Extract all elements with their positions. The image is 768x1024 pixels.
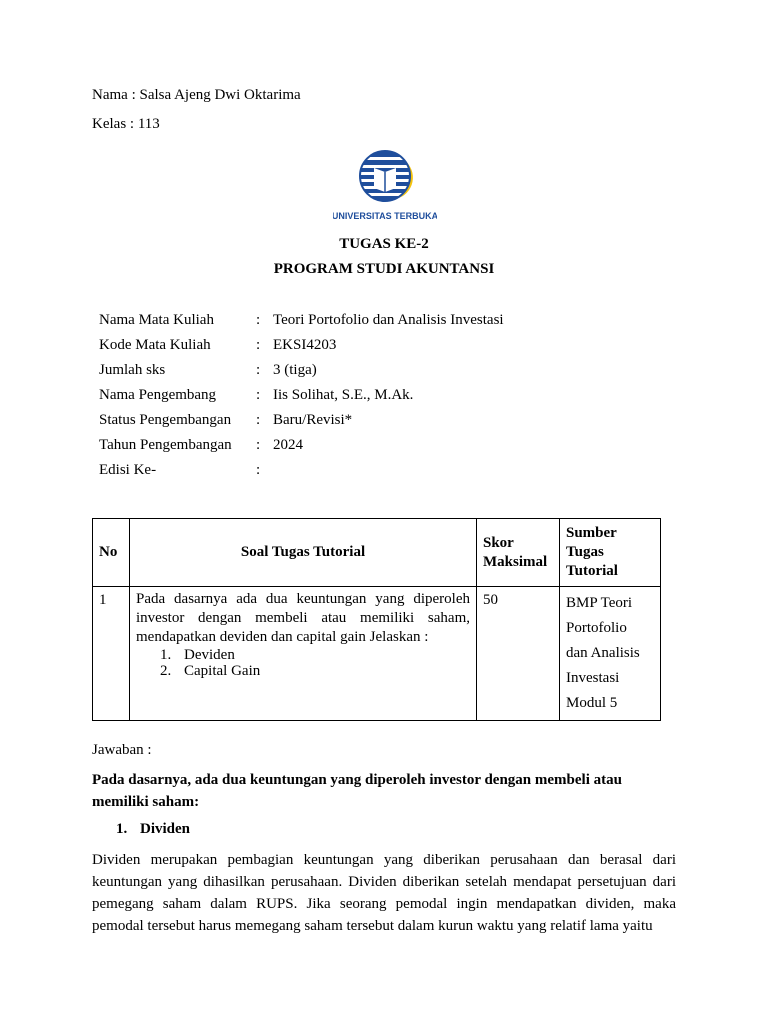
header-score-line: Skor: [483, 534, 514, 551]
header-question: Soal Tugas Tutorial: [130, 519, 477, 587]
list-item: [136, 663, 470, 679]
info-colon: :: [256, 437, 261, 453]
info-value: Teori Portofolio dan Analisis Investasi: [273, 312, 504, 328]
list-item: [136, 647, 470, 663]
source-line: Investasi: [566, 670, 620, 686]
info-label: Nama Mata Kuliah: [99, 312, 214, 328]
section-title: Dividen: [140, 821, 191, 837]
info-value: 3 (tiga): [273, 362, 317, 378]
program-title: PROGRAM STUDI AKUNTANSI: [273, 261, 495, 277]
table-row: [93, 587, 661, 721]
info-value: 2024: [273, 437, 303, 453]
header-score: [477, 519, 560, 587]
header-source-line: Tugas: [566, 544, 604, 560]
answer-intro: Pada dasarnya, ada dua keuntungan yang diperoleh investor dengan membeli atau memiliki saham:: [92, 772, 622, 810]
row-no: 1: [93, 587, 130, 721]
info-label: Tahun Pengembangan: [99, 437, 232, 453]
info-colon: :: [256, 312, 261, 328]
header-source: [560, 519, 661, 587]
question-text: Pada dasarnya ada dua keuntungan yang diperoleh investor dengan membeli atau memiliki saham, mendapatkan deviden dan capital gain Jelaskan :: [136, 591, 470, 645]
student-class: Kelas : 113: [92, 116, 160, 132]
row-source: [560, 587, 661, 721]
info-label: Status Pengembangan: [99, 412, 232, 428]
source-line: Portofolio: [566, 620, 627, 636]
university-emblem-icon: [333, 148, 437, 224]
logo-wordmark: UNIVERSITAS TERBUKA: [333, 211, 437, 221]
info-value: EKSI4203: [273, 337, 337, 353]
info-colon: :: [256, 462, 261, 478]
info-colon: :: [256, 337, 261, 353]
task-table: [92, 518, 661, 721]
source-line: dan Analisis: [566, 645, 640, 661]
info-label: Nama Pengembang: [99, 387, 217, 403]
list-text: Capital Gain: [184, 663, 261, 679]
answer-label: Jawaban :: [92, 742, 152, 758]
list-number: 1.: [160, 647, 172, 663]
row-score: 50: [477, 587, 560, 721]
info-label: Kode Mata Kuliah: [99, 337, 211, 353]
source-line: BMP Teori: [566, 595, 633, 611]
list-text: Deviden: [184, 647, 235, 663]
info-label: Edisi Ke-: [99, 462, 157, 478]
assignment-title: TUGAS KE-2: [339, 236, 429, 252]
row-question: [130, 587, 477, 721]
info-colon: :: [256, 387, 261, 403]
header-source-line: Sumber: [566, 525, 617, 541]
info-value: Baru/Revisi*: [273, 412, 353, 428]
info-value: Iis Solihat, S.E., M.Ak.: [273, 387, 414, 403]
info-colon: :: [256, 412, 261, 428]
header-source-line: Tutorial: [566, 563, 618, 579]
answer-paragraph: Dividen merupakan pembagian keuntungan yang diberikan perusahaan dan berasal dari keuntungan yang dihasilkan perusahaan. Dividen diberikan setelah mendapat persetujuan dari pemegang saham dalam RUPS. Jika seorang pemodal ingin mendapatkan dividen, maka pemodal tersebut harus memegang saham tersebut dalam kurun waktu yang relatif lama yaitu: [92, 852, 676, 934]
table-header-row: [93, 519, 661, 587]
header-score-line: Maksimal: [483, 553, 548, 570]
header-no: No: [93, 519, 130, 587]
universitas-terbuka-logo: [333, 148, 437, 224]
student-name: Nama : Salsa Ajeng Dwi Oktarima: [92, 87, 301, 103]
info-label: Jumlah sks: [99, 362, 166, 378]
list-number: 2.: [160, 663, 172, 679]
source-line: Modul 5: [566, 695, 618, 711]
info-colon: :: [256, 362, 261, 378]
section-number: 1.: [116, 821, 128, 837]
question-list: [136, 647, 470, 679]
